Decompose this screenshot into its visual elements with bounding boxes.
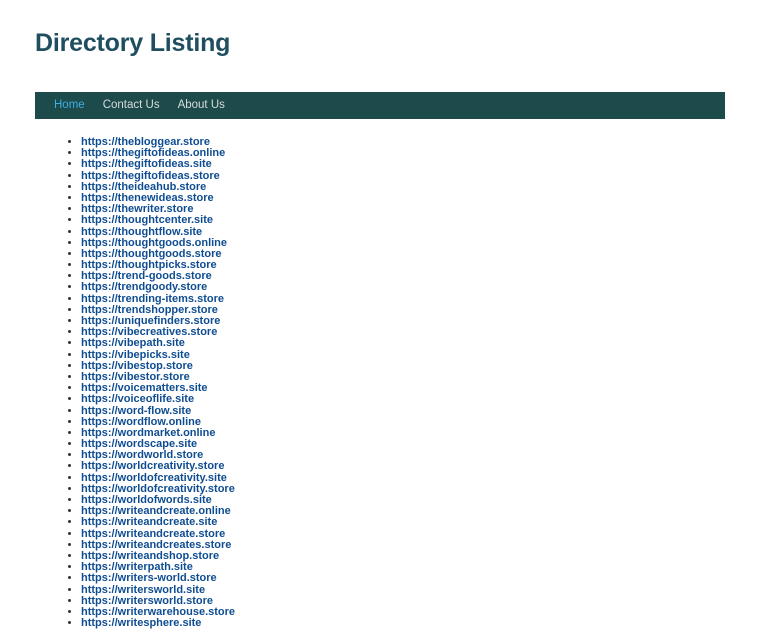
directory-link[interactable]: https://thoughtgoods.store: [81, 247, 222, 260]
directory-link[interactable]: https://thenewideas.store: [81, 191, 214, 204]
directory-link[interactable]: https://wordworld.store: [81, 449, 204, 462]
directory-link[interactable]: https://vibecreatives.store: [81, 326, 218, 339]
directory-link[interactable]: https://worldofcreativity.site: [81, 471, 227, 484]
directory-link[interactable]: https://thegiftofideas.store: [81, 169, 220, 182]
directory-link[interactable]: https://writers-world.store: [81, 572, 217, 585]
directory-link[interactable]: https://thoughtflow.site: [81, 225, 203, 238]
list-item: [81, 618, 725, 629]
directory-link[interactable]: https://vibestop.store: [81, 359, 193, 372]
directory-link[interactable]: https://writersworld.site: [81, 583, 206, 596]
directory-link[interactable]: https://trending-items.store: [81, 292, 225, 305]
directory-link[interactable]: https://theideahub.store: [81, 180, 207, 193]
link-list-container: [23, 119, 737, 629]
directory-link[interactable]: https://trendshopper.store: [81, 303, 218, 316]
directory-link[interactable]: https://word-flow.site: [81, 404, 192, 417]
directory-link-list: [35, 137, 725, 629]
directory-link[interactable]: https://writeandcreates.store: [81, 538, 232, 551]
directory-link[interactable]: https://vibepicks.site: [81, 348, 190, 361]
main-navigation: [35, 92, 725, 119]
header-container: [23, 0, 737, 62]
directory-link[interactable]: https://uniquefinders.store: [81, 315, 221, 327]
nav-item-about-us[interactable]: About Us: [177, 98, 225, 111]
page-title: Directory Listing: [35, 29, 231, 57]
directory-link[interactable]: https://writeandshop.store: [81, 549, 220, 562]
directory-link[interactable]: https://writeandcreate.store: [81, 527, 226, 540]
directory-link[interactable]: https://thewriter.store: [81, 203, 194, 216]
directory-link[interactable]: https://writerwarehouse.store: [81, 605, 236, 618]
directory-link[interactable]: https://thegiftofideas.online: [81, 147, 226, 160]
directory-link[interactable]: https://vibepath.site: [81, 337, 185, 350]
directory-link[interactable]: https://worldofcreativity.store: [81, 482, 235, 495]
directory-link[interactable]: https://voicematters.site: [81, 382, 208, 395]
directory-link[interactable]: https://thoughtpicks.store: [81, 259, 217, 272]
directory-link[interactable]: https://writersworld.store: [81, 594, 214, 607]
directory-link[interactable]: https://thegiftofideas.site: [81, 158, 212, 171]
directory-link[interactable]: https://thoughtgoods.online: [81, 236, 228, 249]
directory-link[interactable]: https://trend-goods.store: [81, 270, 212, 283]
directory-link[interactable]: https://vibestor.store: [81, 370, 190, 383]
directory-link[interactable]: https://writesphere.site: [81, 617, 202, 629]
directory-link[interactable]: https://wordflow.online: [81, 415, 201, 428]
directory-link[interactable]: https://thoughtcenter.site: [81, 214, 213, 227]
directory-link[interactable]: https://voiceoflife.site: [81, 393, 195, 406]
directory-link[interactable]: https://writeandcreate.online: [81, 505, 231, 518]
directory-link[interactable]: https://wordmarket.online: [81, 426, 216, 439]
navbar-container: [23, 92, 737, 119]
directory-link[interactable]: https://worldofwords.site: [81, 494, 212, 506]
nav-item-home[interactable]: Home: [54, 98, 85, 111]
directory-link[interactable]: https://writeandcreate.site: [81, 516, 218, 529]
directory-link[interactable]: https://trendgoody.store: [81, 281, 208, 294]
directory-link[interactable]: https://thebloggear.store: [81, 136, 210, 148]
directory-link[interactable]: https://wordscape.site: [81, 438, 198, 451]
nav-item-contact-us[interactable]: Contact Us: [102, 98, 160, 111]
directory-link[interactable]: https://worldcreativity.store: [81, 460, 225, 473]
directory-link[interactable]: https://writerpath.site: [81, 561, 193, 574]
